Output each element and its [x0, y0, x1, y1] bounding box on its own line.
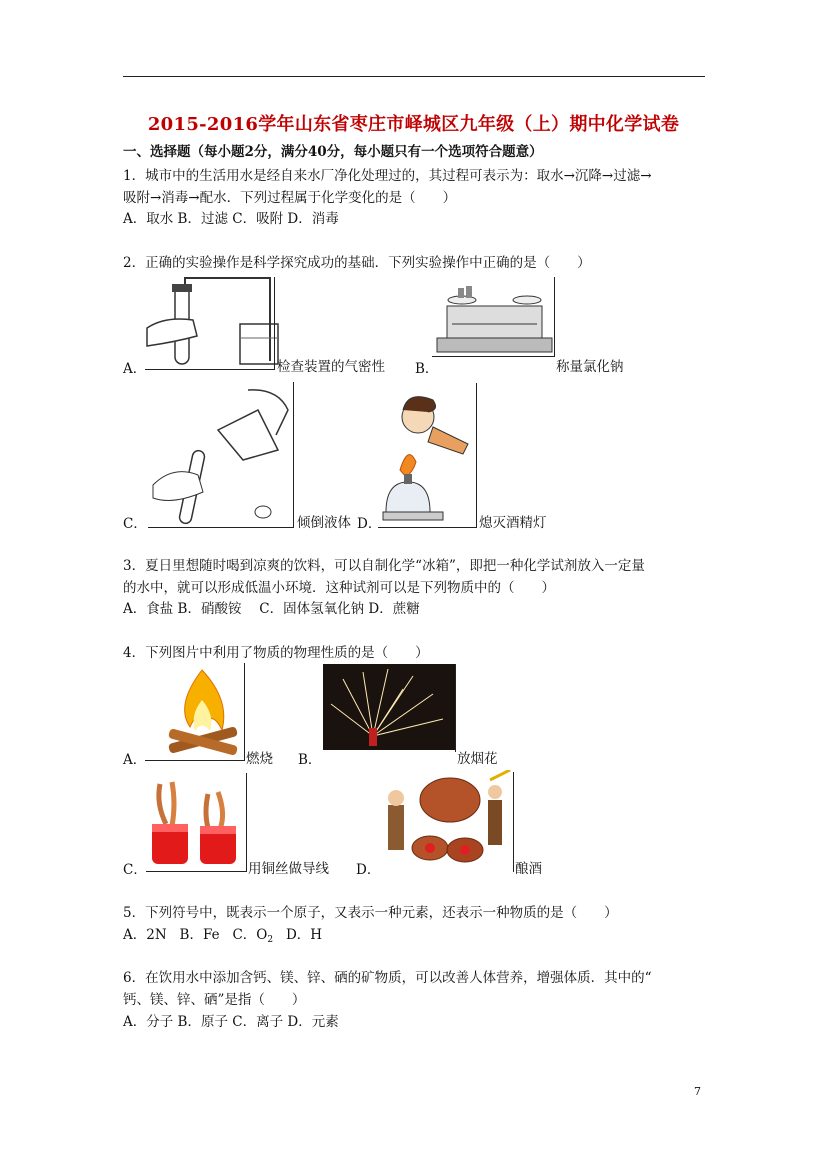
copper-wire-image — [146, 774, 246, 870]
q4a-label: A． — [123, 752, 147, 768]
q5-option-c-subscript: 2 — [267, 935, 274, 945]
q2a-rightline — [274, 277, 275, 370]
q2d-baseline — [378, 527, 476, 528]
q4d-rightline — [513, 772, 514, 872]
q2d-label: D． — [357, 516, 382, 532]
q4a-rightline — [244, 663, 245, 761]
q4b-rightline — [455, 664, 456, 752]
q2c-caption: 倾倒液体 — [297, 515, 351, 531]
q2c-baseline — [148, 527, 293, 528]
q4d-caption: 酿酒 — [515, 861, 542, 877]
q5-option-b: B．Fe — [179, 927, 220, 943]
q6-line2: 钙、镁、锌、硒”是指（ ） — [123, 992, 306, 1008]
q4a-caption: 燃烧 — [246, 751, 273, 767]
q4b-label: B． — [298, 752, 322, 768]
q1-options: A．取水 B．过滤 C．吸附 D．消毒 — [123, 211, 339, 227]
q1-line1: 1．城市中的生活用水是经自来水厂净化处理过的，其过程可表示为：取水→沉降→过滤→ — [123, 168, 652, 184]
q4d-label: D． — [356, 862, 381, 878]
alcohol-lamp-image — [378, 382, 478, 527]
q2d-caption: 熄灭酒精灯 — [479, 515, 547, 531]
q5-options — [123, 925, 322, 950]
exam-title: 2015-2016学年山东省枣庄市峄城区九年级（上）期中化学试卷 — [147, 114, 680, 135]
q2c-label: C． — [123, 516, 147, 532]
q6-options: A．分子 B．原子 C．离子 D．元素 — [123, 1014, 339, 1030]
q2b-baseline — [432, 356, 554, 357]
q5-option-a: A．2N — [123, 927, 167, 943]
q2b-caption: 称量氯化钠 — [556, 359, 624, 375]
q3-options: A．食盐 B．硝酸铵 C．固体氢氧化钠 D．蔗糖 — [123, 601, 420, 617]
q2b-label: B． — [415, 361, 439, 377]
q5-stem: 5．下列符号中，既表示一个原子，又表示一种元素，还表示一种物质的是（ ） — [123, 905, 618, 921]
q4c-rightline — [246, 773, 247, 872]
page-number: 7 — [694, 1085, 701, 1098]
q4c-label: C． — [123, 862, 147, 878]
q2a-baseline — [145, 369, 275, 370]
q2-stem: 2．正确的实验操作是科学探究成功的基础．下列实验操作中正确的是（ ） — [123, 255, 591, 271]
q6-line1: 6．在饮用水中添加含钙、镁、锌、硒的矿物质，可以改善人体营养，增强体质．其中的“ — [123, 970, 652, 986]
fireworks-image — [323, 664, 456, 750]
q4b-caption: 放烟花 — [457, 751, 498, 767]
balance-image — [432, 276, 557, 356]
campfire-image — [160, 665, 245, 760]
q4c-baseline — [146, 871, 246, 872]
q2b-rightline — [554, 277, 555, 357]
q5-option-d: D．H — [285, 927, 323, 943]
q3-line2: 的水中，就可以形成低温小环境．这种试剂可以是下列物质中的（ ） — [123, 580, 555, 596]
q2a-label: A． — [123, 361, 147, 377]
pouring-liquid-image — [148, 380, 293, 525]
brewing-wine-image — [380, 770, 513, 870]
q2a-caption: 检查装置的气密性 — [277, 359, 385, 375]
q4a-baseline — [145, 760, 245, 761]
airtightness-check-image — [145, 276, 280, 371]
section-heading: 一、选择题（每小题2分，满分40分，每小题只有一个选项符合题意） — [123, 144, 543, 160]
q4-stem: 4．下列图片中利用了物质的物理性质的是（ ） — [123, 645, 429, 661]
q2d-rightline — [476, 383, 477, 528]
header-rule — [123, 76, 705, 77]
q4c-caption: 用铜丝做导线 — [248, 861, 329, 877]
q3-line1: 3．夏日里想随时喝到凉爽的饮料，可以自制化学“冰箱”，即把一种化学试剂放入一定量 — [123, 558, 645, 574]
q2c-rightline — [293, 382, 294, 528]
q1-line2: 吸附→消毒→配水．下列过程属于化学变化的是（ ） — [123, 190, 457, 206]
q5-option-c: C．O — [232, 927, 268, 943]
